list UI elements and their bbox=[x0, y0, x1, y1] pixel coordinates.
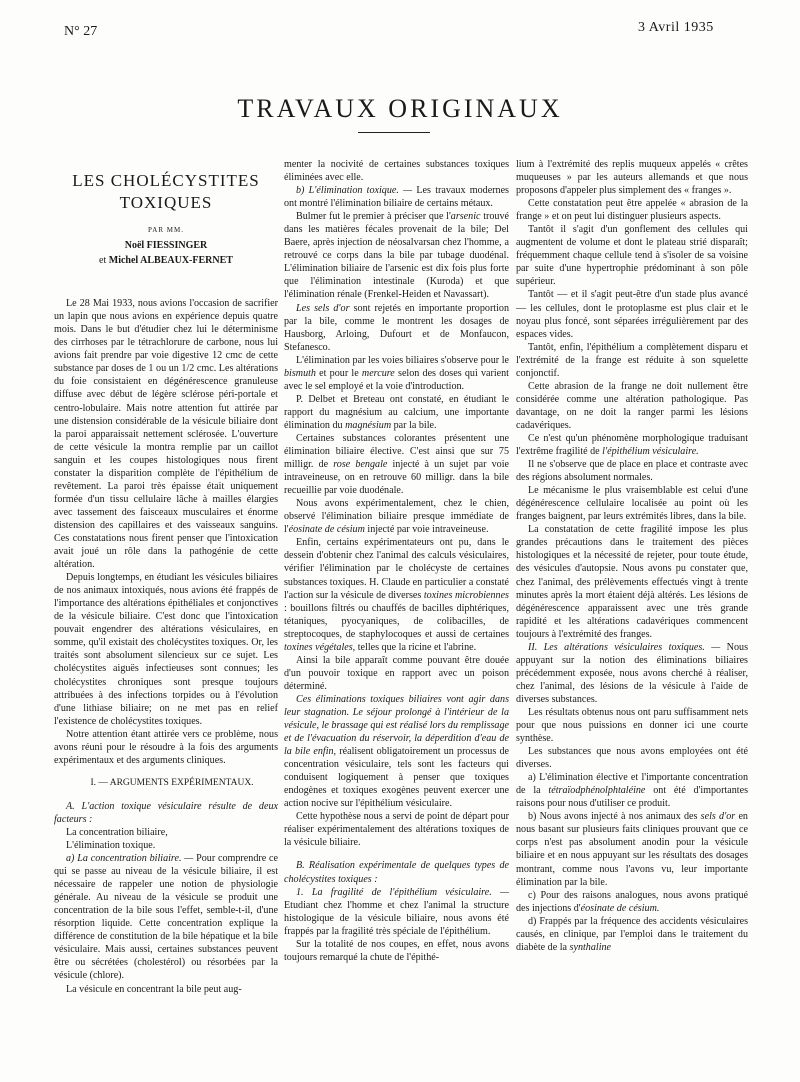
column-2 bbox=[284, 158, 509, 964]
emphasis: bismuth bbox=[284, 367, 316, 379]
emphasis: magnésium bbox=[345, 419, 392, 431]
paragraph: Cette abrasion de la frange ne doit nullement être considérée comme une altération pathologique. Pas davantage, on ne doit la ranger parmi les lésions cadavériques. bbox=[516, 380, 748, 431]
paragraph: La vésicule en concentrant la bile peut aug- bbox=[66, 983, 242, 995]
text-run: sont rejetés en importante proportion par la bile, comme le montrent les dosages de Hausborg, Arloing, Dufourt et de Monfaucon, Stefanesco. bbox=[284, 302, 510, 353]
section-title: TRAVAUX ORIGINAUX bbox=[237, 94, 563, 123]
text-run: telles que la ricine et l'abrine. bbox=[355, 641, 477, 653]
emphasis: éosinate de césium bbox=[288, 524, 365, 536]
emphasis: toxines végétales, bbox=[284, 641, 356, 653]
title-rule bbox=[358, 132, 430, 133]
issue-number: N° 27 bbox=[64, 24, 98, 39]
text-run: en nous basant sur plusieurs faits cliniques prouvant que ce corps n'est pas absolument anodin pour la vésicule biliaire et en nous appuyant sur les résultats des dosages montrant, comme nous l'avons vu, leur importante élimination par la bile. bbox=[516, 811, 748, 888]
paragraph-lead: 1. La fragilité de l'épithélium vésiculaire. — bbox=[296, 886, 509, 898]
emphasis: l'épithélium vésiculaire. bbox=[602, 446, 699, 458]
paragraph: Le 28 Mai 1933, nous avions l'occasion de sacrifier un lapin que nous avions en expérience depuis quatre mois. Dans le but d'étudier chez lui le déterminisme des cirrhoses par le tétrachlorure de carbone, nous lui avions fait prendre par voie digestive 12 cmc de cette substance par doses de 1 ou un 1/2 cmc. Les altérations du foie consistaient en dégénérescence granuleuse diffuse avec début de légère sclérose péri-portale et centro-lobulaire. Mais notre attention fut attirée par une distension considérable de la vésicule biliaire dont la paroi apparaissait nettement sclérosée. L'ouverture de cette vésicule la montra remplie par un caillot sanguin et les coupes histologiques nous firent constater la disparition complète de l'épithélium de revêtement. La paroi très épaisse était uniquement formée d'un tissu cellulaire lâche à mailles élargies avec tassement des faisceaux musculaires et énorme distension des capillaires et des vaisseaux sanguins. Ces constatations nous firent penser que l'intoxication avait joué un rôle dans la pathogénie de cette altération. bbox=[54, 298, 278, 571]
paragraph: Le mécanisme le plus vraisemblable est celui d'une dégénérescence cellulaire localisée au point où les franges baignent, par leurs extrémités libres, dans la bile. bbox=[516, 485, 748, 523]
emphasis: Les sels d'or bbox=[296, 302, 350, 314]
text-run: c) Pour des raisons analogues, nous avons pratiqué des injections d' bbox=[516, 889, 748, 914]
article-title-line1: LES CHOLÉCYSTITES bbox=[72, 171, 260, 190]
text-run: ont été d'importantes raisons pour nous d'utiliser ce produit. bbox=[516, 785, 748, 810]
text-run: Ce n'est qu'un phénomène morphologique traduisant l'extrême fragilité de bbox=[516, 432, 748, 458]
text-run: injecté à un sujet par voie intraveineuse, on en retrouve 60 milligr. dans la bile recueillie par voie duodénale. bbox=[284, 459, 509, 497]
text-run: Nous avons expérimentalement, chez le chien, observé l'élimination biliaire presque immédiate de l' bbox=[284, 498, 509, 536]
paragraph: Tantôt — et il s'agit peut-être d'un stade plus avancé — les cellules, dont le protoplasme est plus clair et le noyau plus foncé, sont séparées irrégulièrement par des espaces vides. bbox=[516, 289, 748, 340]
paragraph bbox=[516, 432, 748, 458]
text-run: Enfin, certains expérimentateurs ont pu, dans le dessein d'obtenir chez l'animal des calculs vésiculaires, vérifier l'élimination par le cholécyste de certaines substances toxiques. H. Claude en particulier a constaté l'action sur la vésicule de diverses bbox=[284, 537, 509, 601]
paragraph: lium à l'extrémité des replis muqueux appelés « crêtes muqueuses » par les auteurs allemands et que nous proposons d'appeler plus simplement des « franges ». bbox=[516, 159, 748, 197]
author-2 bbox=[54, 254, 278, 267]
paragraph-text: Etudiant chez l'homme et chez l'animal la structure histologique de la vésicule biliaire, nous avons été frappés par la fragilité très spéciale de l'épithélium. bbox=[284, 899, 509, 937]
paragraph: Ainsi la bile apparaît comme pouvant être douée d'un pouvoir toxique en rapport avec un poison déterminé. bbox=[284, 654, 509, 692]
paragraph bbox=[54, 852, 278, 982]
paragraph bbox=[284, 886, 509, 938]
text-run: : bouillons filtrés ou chauffés de bacilles diphtériques, tétaniques, pyocyaniques, de colibacilles, de streptocoques, de staphylocoques et aussi de certaines bbox=[284, 602, 509, 640]
paragraph-lead: II. Les altérations vésiculaires toxiques. — bbox=[528, 641, 721, 653]
list-item: L'élimination toxique. bbox=[66, 840, 156, 852]
paragraph-text: Les travaux modernes ont montré l'élimination biliaire de certains métaux. bbox=[284, 185, 509, 210]
text-run: Bulmer fut le premier à préciser que l' bbox=[296, 211, 451, 223]
subsection-heading-text: A. L'action toxique vésiculaire résulte de deux facteurs : bbox=[54, 800, 278, 825]
paragraph bbox=[516, 641, 748, 706]
paragraph: Sur la totalité de nos coupes, en effet, nous avons toujours remarqué la chute de l'épithé- bbox=[284, 938, 509, 963]
paragraph: La constatation de cette fragilité impose les plus grandes précautions dans le traitement des pièces histologiques et la nécessité de rejeter, pour toute étude, des vésicules d'autopsie. Nous avons pu constater que, chez l'animal, des prélèvements effectués vingt à trente minutes après la mort étaient déjà altérés. Les lésions de dégénérescence apparaissent avec une très grande rapidité et les altérations cadavériques commencent toujours à l'extrémité des franges. bbox=[516, 524, 748, 640]
text-run: par la bile. bbox=[391, 419, 437, 431]
paragraph-lead: a) La concentration biliaire. — bbox=[66, 853, 194, 865]
emphasis: éosinate de césium. bbox=[580, 902, 660, 914]
paragraph: Les substances que nous avons employées ont été diverses. bbox=[516, 746, 748, 771]
text-run: selon des doses qui varient avec le sel employé et la voie d'introduction. bbox=[284, 367, 509, 392]
column-3 bbox=[516, 158, 748, 954]
emphasis: sels d'or bbox=[700, 811, 736, 823]
article-title-line2: TOXIQUES bbox=[119, 193, 213, 212]
text-run: b) Nous avons injecté à nos animaux des bbox=[528, 811, 701, 823]
paragraph bbox=[284, 210, 509, 301]
paragraph bbox=[516, 771, 748, 810]
text-run: P. Delbet et Breteau ont constaté, en étudiant le rapport du magnésium au calcium, une importante élimination du bbox=[284, 393, 509, 431]
byline-par: PAR MM. bbox=[148, 226, 184, 234]
emphasis: Ces éliminations toxiques biliaires vont agir dans leur stagnation. Le séjour prolongé à l'intérieur de la vésicule, le brassage qui est réalisé lors du remplissage et de l'évacuation du réservoir, la déperdition d'eau de la bile enfin, bbox=[284, 693, 509, 758]
text-run: trouvé dans les matières fécales provenait de la bile; Del Baere, après injection de néosalvarsan chez l'homme, a retrouvé ce corps dans la bile par tubage duodénal. L'élimination biliaire de l'arsenic est dix fois plus forte que l'élimination intestinale (Kuroda) et que l'élimination rénale (Frenkel-Heiden et Navassart). bbox=[284, 211, 509, 301]
paragraph bbox=[284, 432, 509, 497]
author-2-prefix: et bbox=[99, 255, 107, 267]
subsection-heading bbox=[54, 800, 278, 826]
text-run: réalisent obligatoirement un processus de concentration vésiculaire, tels sont les facteurs qui conduisent logiquement à penser que toxiques endogènes et toxiques exogènes peuvent exercer une action nocive sur l'épithélium vésiculaire. bbox=[284, 746, 509, 810]
paragraph: Tantôt il s'agit d'un gonflement des cellules qui augmentent de volume et dont le plateau strié disparaît; fréquemment chaque cellule tend à s'isoler de sa voisine par suite d'une hypertrophie prédominant à son pôle supérieur. bbox=[516, 224, 748, 288]
paragraph-text: Pour comprendre ce qui se passe au niveau de la vésicule biliaire, il est nécessaire de rappeler une notion de physiologie générale. Au niveau de la vésicule se produit une concentration de la bile sous l'effet, semble-t-il, d'une résorption liquide. Cette concentration explique la différence de constitution de la bile hépatique et la bile vésiculaire. Mais aussi, certaines substances peuvent être ou sécrétées (cholestérol) ou résorbées par la vésicule (chlore). bbox=[54, 853, 278, 982]
paragraph bbox=[284, 536, 509, 653]
text-run: injecté par voie intraveineuse. bbox=[364, 524, 489, 536]
emphasis: mercure bbox=[361, 367, 395, 379]
paragraph: Il ne s'observe que de place en place et contraste avec des régions absolument normales. bbox=[516, 459, 748, 484]
emphasis: rose bengale bbox=[333, 459, 388, 471]
text-run: Certaines substances colorantes présentent une élimination biliaire élective. C'est ainsi que sur 75 milligr. de bbox=[284, 432, 509, 471]
author-2-name: Michel ALBEAUX-FERNET bbox=[108, 255, 233, 267]
paragraph bbox=[516, 889, 748, 915]
section-heading: I. — ARGUMENTS EXPÉRIMENTAUX. bbox=[90, 777, 254, 788]
paragraph bbox=[284, 184, 509, 210]
paragraph: Cette hypothèse nous a servi de point de départ pour réaliser expérimentalement des altérations toxiques de la vésicule biliaire. bbox=[284, 811, 509, 849]
issue-date: 3 Avril 1935 bbox=[638, 20, 714, 35]
paragraph: Cette constatation peut être appelée « abrasion de la frange » et on peut lui distinguer plusieurs aspects. bbox=[516, 198, 748, 223]
article-title bbox=[54, 170, 278, 214]
paragraph-lead: b) L'élimination toxique. — bbox=[296, 185, 413, 197]
paragraph: Les résultats obtenus nous ont paru suffisamment nets pour que nous puissions en donner ici une courte synthèse. bbox=[516, 706, 748, 745]
text-run: L'élimination par les voies biliaires s'observe pour le bbox=[296, 354, 509, 366]
paragraph bbox=[284, 354, 509, 393]
paragraph bbox=[516, 915, 748, 954]
paragraph: Notre attention étant attirée vers ce problème, nous avons réuni pour le résoudre à la fois des arguments expérimentaux et des arguments cliniques. bbox=[54, 728, 278, 766]
subsection-heading-text: B. Réalisation expérimentale de quelques types de cholécystites toxiques : bbox=[284, 860, 509, 885]
paragraph bbox=[284, 693, 509, 810]
paragraph: menter la nocivité de certaines substances toxiques éliminées avec elle. bbox=[284, 159, 509, 184]
paragraph-text: Nous appuyant sur la notion des éliminations biliaires précédemment exposée, nous avons cherché à réaliser, chez l'animal, des lésions de la vésicule à l'aide de diverses substances. bbox=[516, 641, 748, 705]
emphasis: toxines microbiennes bbox=[423, 589, 509, 601]
paragraph bbox=[284, 393, 509, 432]
paragraph bbox=[284, 302, 509, 354]
paragraph: Depuis longtemps, en étudiant les vésicules biliaires de nos animaux intoxiqués, nous avions été frappés de l'importance des altérations épithéliales et conjonctives de la vésicule biliaire. C'est donc que l'intoxication pouvait engendrer des altérations vésiculaires, en somme, qu'il existait des cholécystites toxiques. Or, les traités sont absolument silencieux sur ce sujet. Les cholécystites aiguës infectieuses sont connues; les cholécystites chroniques sont presque toujours attribuées à des infections torpides ou à l'évolution d'une lithiase biliaire; on ne met pas en relief l'existence de cholécystites toxiques. bbox=[54, 572, 278, 727]
paragraph: Tantôt, enfin, l'épithélium a complètement disparu et l'extrémité de la frange est réduite à son squelette conjonctif. bbox=[516, 341, 748, 379]
emphasis: synthaline bbox=[569, 941, 612, 953]
text-run: a) L'élimination élective et l'importante concentration de la bbox=[516, 772, 748, 797]
paragraph bbox=[284, 497, 509, 536]
emphasis: arsenic bbox=[450, 211, 481, 223]
list-item: La concentration biliaire, bbox=[66, 826, 168, 838]
emphasis: tétraïodphénolphtaléine bbox=[548, 785, 646, 797]
paragraph bbox=[516, 810, 748, 888]
text-run: et pour le bbox=[315, 367, 362, 379]
author-1: Noël FIESSINGER bbox=[124, 240, 208, 252]
column-1 bbox=[54, 170, 278, 996]
subsection-heading bbox=[284, 859, 509, 885]
text-run: d) Frappés par la fréquence des accidents vésiculaires causés, en clinique, par l'emploi dans le traitement du diabète de la bbox=[516, 915, 748, 953]
